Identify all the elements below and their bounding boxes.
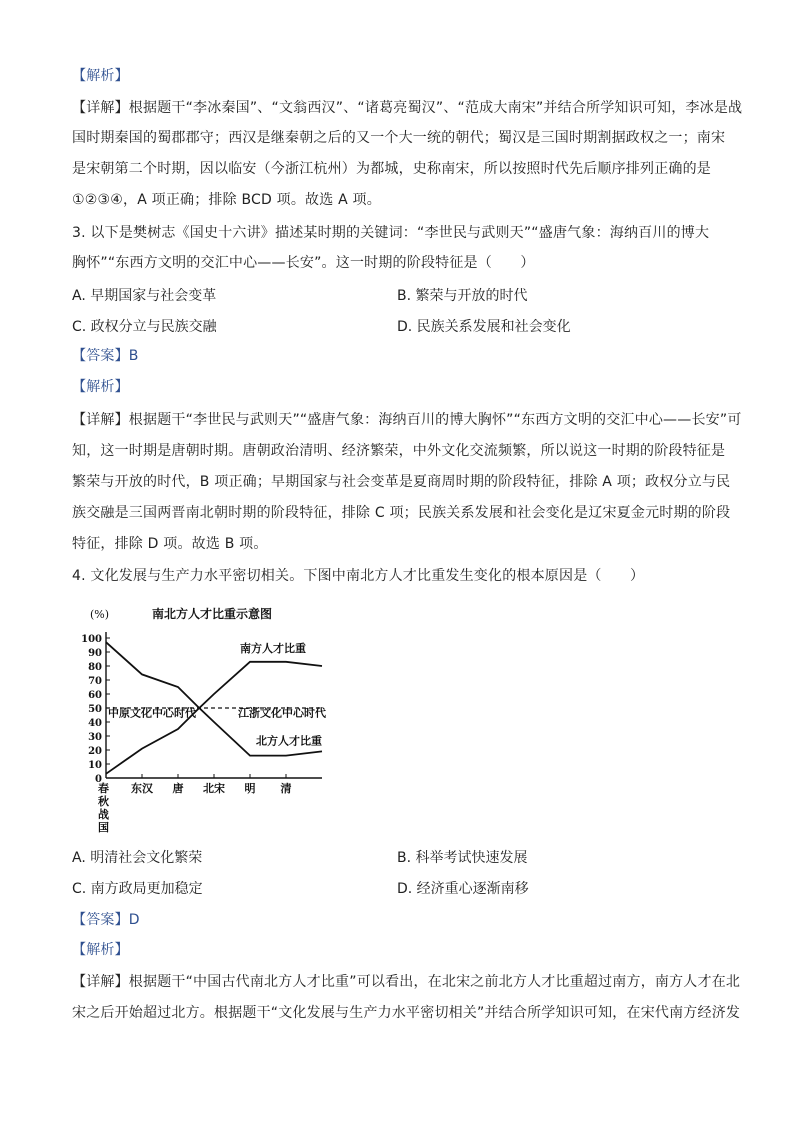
option-a: A. 明清社会文化繁荣 [72, 850, 203, 866]
y-tick-label: 80 [88, 662, 102, 673]
x-tick-label: 春 [98, 782, 109, 795]
x-tick-label: 清 [280, 782, 292, 795]
detail-line: 宋之后开始超过北方。根据题干“文化发展与生产力水平密切相关”并结合所学知识可知，在宋代南方经济发 [72, 1005, 741, 1021]
chart-title: 南北方人才比重示意图 [152, 607, 273, 621]
x-tick-label: 北宋 [203, 782, 225, 795]
y-tick-label: 50 [88, 704, 102, 715]
question-3-stem: 胸怀”“东西方文明的交汇中心——长安”。这一时期的阶段特征是（ ） [72, 255, 535, 271]
detail-line: 【详解】根据题干“李冰秦国”、“文翁西汉”、“诸葛亮蜀汉”、“范成大南宋”并结合所学知识可知，李冰是战 [72, 100, 743, 116]
option-d: D. 经济重心逐渐南移 [397, 881, 529, 897]
y-tick-label: 0 [95, 774, 102, 785]
y-tick-label: 90 [88, 648, 102, 659]
y-tick-label: 100 [81, 634, 102, 645]
x-tick-label: 明 [244, 782, 256, 795]
y-tick-label: 40 [88, 718, 102, 729]
y-tick-label: 70 [88, 676, 102, 687]
detail-line: 【详解】根据题干“中国古代南北方人才比重”可以看出，在北宋之前北方人才比重超过南方，南方人才在北 [72, 974, 741, 990]
detail-line: 知，这一时期是唐朝时期。唐朝政治清明、经济繁荣，中外文化交流频繁，所以说这一时期的阶段特征是 [72, 443, 726, 459]
chart-annotation: 南方人才比重 [240, 642, 306, 655]
detail-line: 是宋朝第二个时期，因以临安（今浙江杭州）为都城，史称南宋，所以按照时代先后顺序排列正确的是 [72, 161, 711, 177]
detail-line: ①②③④，A 项正确；排除 BCD 项。故选 A 项。 [72, 192, 381, 208]
y-tick-label: 60 [88, 690, 102, 701]
option-c: C. 南方政局更加稳定 [72, 881, 203, 897]
detail-line: 国时期秦国的蜀郡郡守；西汉是继秦朝之后的又一个大一统的朝代；蜀汉是三国时期割据政权之一；南宋 [72, 130, 726, 146]
option-d: D. 民族关系发展和社会变化 [397, 319, 571, 335]
talent-ratio-chart [72, 600, 352, 840]
detail-line: 【详解】根据题干“李世民与武则天”“盛唐气象：海纳百川的博大胸怀”“东西方文明的交汇中心——长安”可 [72, 412, 742, 428]
option-b: B. 科举考试快速发展 [397, 850, 528, 866]
x-tick-label: 唐 [172, 782, 184, 795]
x-tick-label: 战 [98, 808, 109, 821]
option-a: A. 早期国家与社会变革 [72, 288, 217, 304]
y-tick-label: 30 [88, 732, 102, 743]
detail-line: 特征，排除 D 项。故选 B 项。 [72, 536, 268, 552]
x-tick-label: 秋 [98, 795, 109, 808]
detail-line: 繁荣与开放的时代，B 项正确；早期国家与社会变革是夏商周时期的阶段特征，排除 A 项；政权分立与民 [72, 474, 731, 490]
jiexi-label: 【解析】 [72, 379, 129, 395]
chart-annotation: 中原文化中心时代 [108, 706, 196, 720]
question-4-stem: 4. 文化发展与生产力水平密切相关。下图中南北方人才比重发生变化的根本原因是（ ） [72, 568, 645, 584]
y-tick-label: 20 [88, 746, 102, 757]
x-tick-label: 东汉 [131, 782, 153, 795]
jiexi-label: 【解析】 [72, 942, 129, 958]
y-tick-label: 10 [88, 760, 102, 771]
y-axis-unit: (%) [90, 608, 110, 621]
jiexi-label-a: 【解析】 [72, 68, 129, 84]
question-3-stem: 3. 以下是樊树志《国史十六讲》描述某时期的关键词：“李世民与武则天”“盛唐气象：海纳百川的博大 [72, 225, 710, 241]
answer-label: 【答案】D [72, 912, 140, 928]
option-c: C. 政权分立与民族交融 [72, 319, 217, 335]
answer-label: 【答案】B [72, 348, 139, 364]
detail-line: 族交融是三国两晋南北朝时期的阶段特征，排除 C 项；民族关系发展和社会变化是辽宋夏金元时期的阶段 [72, 505, 731, 521]
chart-annotation: 北方人才比重 [256, 734, 322, 748]
x-tick-label: 国 [98, 821, 109, 834]
chart-annotation: 江浙文化中心时代 [238, 706, 326, 720]
option-b: B. 繁荣与开放的时代 [397, 288, 528, 304]
